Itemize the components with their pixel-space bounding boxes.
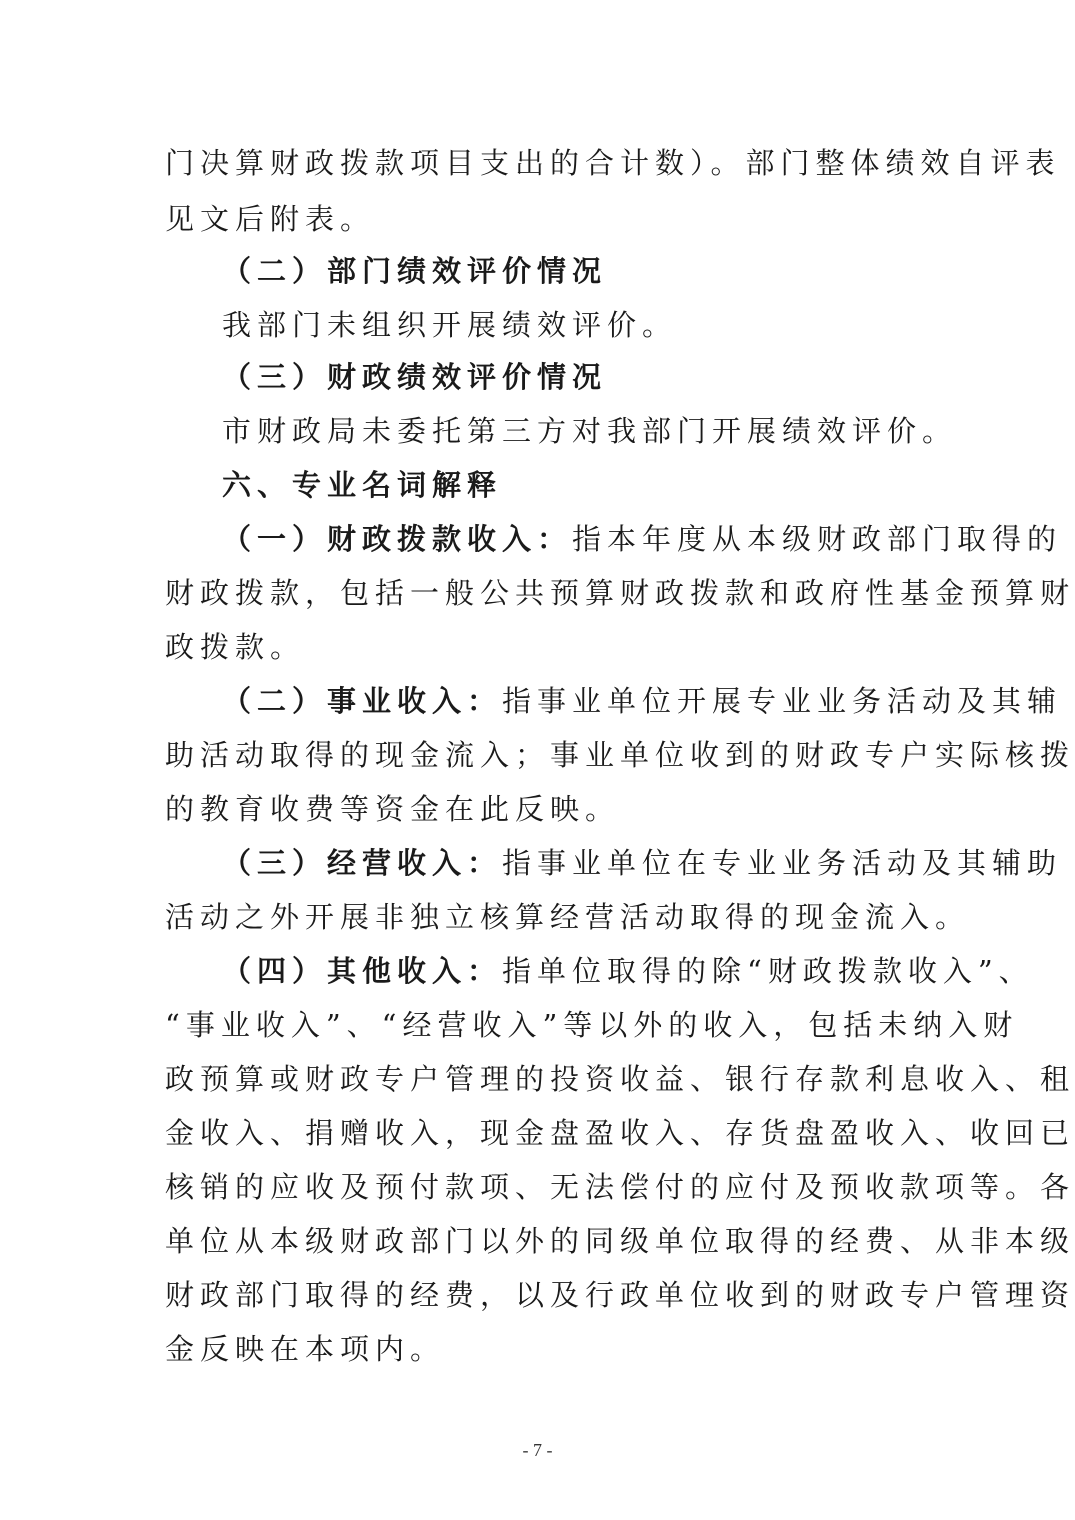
text-line: 政拨款。 bbox=[165, 630, 306, 664]
definition-text: 指事业单位开展专业业务活动及其辅 bbox=[502, 684, 1063, 718]
definition-first-line bbox=[222, 681, 1063, 721]
text-line: 金收入、捐赠收入，现金盘盈收入、存货盘盈收入、收回已 bbox=[165, 1116, 1075, 1150]
definition-text: 指本年度从本级财政部门取得的 bbox=[572, 522, 1063, 556]
definition-first-line bbox=[222, 519, 1063, 559]
section-body: 市财政局未委托第三方对我部门开展绩效评价。 bbox=[222, 414, 958, 448]
section-heading: （二）部门绩效评价情况 bbox=[222, 254, 608, 288]
text-line: 财政部门取得的经费，以及行政单位收到的财政专户管理资 bbox=[165, 1278, 1075, 1312]
section-body: 我部门未组织开展绩效评价。 bbox=[222, 308, 678, 342]
definition-first-line bbox=[222, 951, 1034, 991]
text-line: 活动之外开展非独立核算经营活动取得的现金流入。 bbox=[165, 900, 971, 934]
text-line: 金反映在本项内。 bbox=[165, 1332, 446, 1366]
text-line: 见文后附表。 bbox=[165, 202, 376, 236]
chapter-heading: 六、专业名词解释 bbox=[222, 468, 503, 502]
definition-term: （三）经营收入： bbox=[222, 846, 503, 880]
definition-text: 指事业单位在专业业务活动及其辅助 bbox=[502, 846, 1063, 880]
section-heading: （三）财政绩效评价情况 bbox=[222, 360, 608, 394]
text-line: 财政拨款，包括一般公共预算财政拨款和政府性基金预算财 bbox=[165, 576, 1075, 610]
definition-term: （四）其他收入： bbox=[222, 954, 503, 988]
text-line: “事业收入”、“经营收入”等以外的收入，包括未纳入财 bbox=[165, 1008, 1019, 1042]
page-number: - 7 - bbox=[522, 1440, 553, 1460]
text-line: 的教育收费等资金在此反映。 bbox=[165, 792, 621, 826]
definition-term: （一）财政拨款收入： bbox=[222, 522, 573, 556]
text-line: 门决算财政拨款项目支出的合计数）。部门整体绩效自评表 bbox=[165, 146, 1061, 180]
definition-first-line bbox=[222, 843, 1063, 883]
definition-text: 指单位取得的除“财政拨款收入”、 bbox=[502, 954, 1034, 988]
text-line: 助活动取得的现金流入；事业单位收到的财政专户实际核拨 bbox=[165, 738, 1075, 772]
text-line: 核销的应收及预付款项、无法偿付的应付及预收款项等。各 bbox=[165, 1170, 1075, 1204]
definition-term: （二）事业收入： bbox=[222, 684, 503, 718]
text-line: 政预算或财政专户管理的投资收益、银行存款利息收入、租 bbox=[165, 1062, 1075, 1096]
text-line: 单位从本级财政部门以外的同级单位取得的经费、从非本级 bbox=[165, 1224, 1075, 1258]
